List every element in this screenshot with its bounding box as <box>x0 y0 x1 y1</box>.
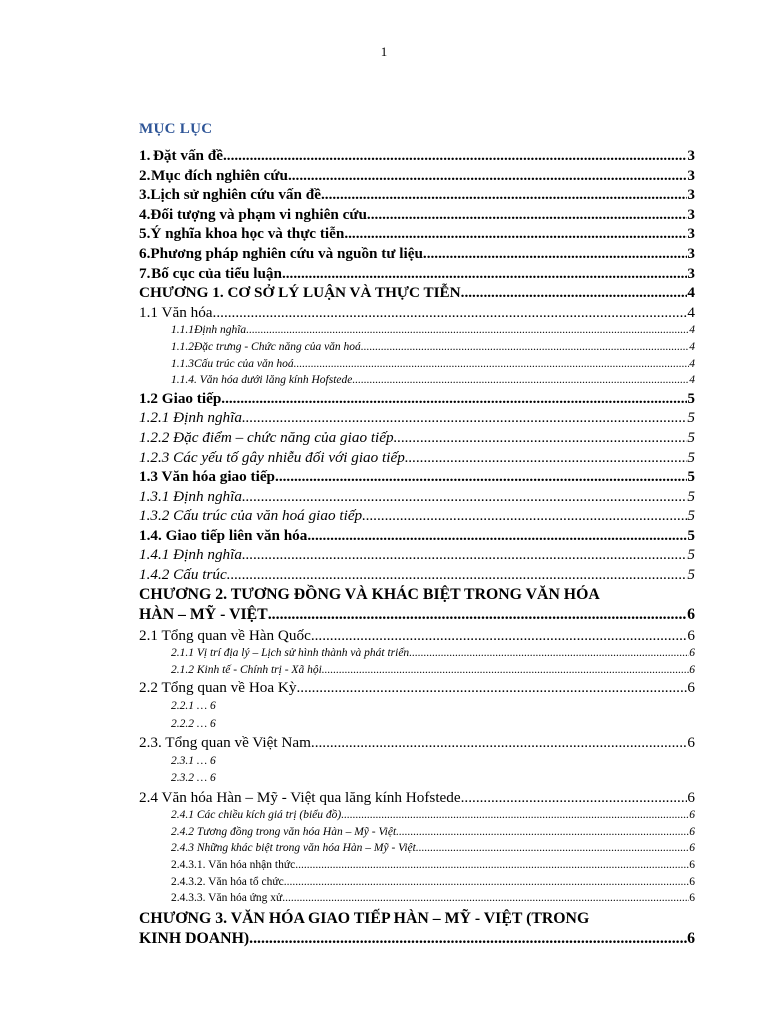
dot-leader <box>268 605 687 626</box>
toc-subsection[interactable] <box>139 322 695 339</box>
toc-entry-page: 4 <box>689 374 695 387</box>
toc-entry-number: 7. <box>139 264 151 282</box>
toc-subsection[interactable] <box>139 428 695 448</box>
toc-entry-label: HÀN – MỸ - VIỆT <box>139 606 268 624</box>
toc-entry-label: 2.4.2 Tương đồng trong văn hóa Hàn – Mỹ - Việt <box>171 825 397 838</box>
toc-entry-page: 6 <box>689 892 695 905</box>
toc-entry-page: 6 <box>687 606 695 624</box>
toc-entry-label: Định nghĩa <box>194 324 247 337</box>
toc-subsection[interactable] <box>139 565 695 585</box>
toc-subsection[interactable] <box>139 770 695 788</box>
toc-entry-page: 6 <box>209 717 216 730</box>
toc-subsection[interactable] <box>139 662 695 679</box>
toc-entry-page: 3 <box>687 166 695 184</box>
toc-entry-page: 5 <box>687 566 695 584</box>
toc-entry-page: 6 <box>687 930 695 948</box>
toc-entry-label: Mục đích nghiên cứu <box>150 166 288 184</box>
toc-entry-label: Lịch sử nghiên cứu vấn đề <box>150 186 321 204</box>
dot-leader <box>242 545 687 565</box>
toc-entry-page: 3 <box>687 205 695 223</box>
dot-leader <box>423 244 688 264</box>
toc-subsection[interactable] <box>139 857 695 874</box>
toc-entry-number: 1.1.3 <box>171 357 194 370</box>
toc-entry-page: 3 <box>687 244 695 262</box>
toc-entry-label: 1.4.1 Định nghĩa <box>139 546 242 564</box>
dot-leader <box>227 565 688 585</box>
toc-entry-label: 2.4.1 Các chiều kích giá trị (biểu đồ) <box>171 809 342 822</box>
toc-entry-page: 6 <box>689 875 695 888</box>
toc-entry-page: 3 <box>687 225 695 243</box>
dot-leader <box>311 626 688 646</box>
toc-entry-label: 2.3.1 … <box>171 754 208 767</box>
toc-section-2-2[interactable] <box>139 678 695 698</box>
toc-entry-label: CHƯƠNG 1. CƠ SỞ LÝ LUẬN VÀ THỰC TIỄN <box>139 284 461 302</box>
toc-entry[interactable] <box>139 264 695 284</box>
dot-leader <box>321 185 687 205</box>
dot-leader <box>394 428 688 448</box>
toc-entry-page: 3 <box>687 264 695 282</box>
toc-entry-page: 4 <box>689 357 695 370</box>
toc-entry-number: 1.1.2 <box>171 340 194 353</box>
toc-entry-page: 5 <box>687 448 695 466</box>
toc-entry-page: 3 <box>687 186 695 204</box>
toc-entry-label: 2.4.3.1. Văn hóa nhận thức <box>171 859 296 871</box>
toc-entry-label: 1.2.2 Đặc điểm – chức năng của giao tiếp <box>139 428 394 446</box>
toc-entry-label: Ý nghĩa khoa học và thực tiễn <box>150 225 345 243</box>
toc-entry-page: 5 <box>687 526 695 544</box>
toc-entry-page: 6 <box>689 825 695 838</box>
toc-subsection[interactable] <box>139 339 695 356</box>
toc-subsection[interactable] <box>139 874 695 891</box>
toc-chapter-2[interactable] <box>139 605 695 626</box>
toc-entry-page: 4 <box>687 303 695 321</box>
page-number: 1 <box>380 44 388 59</box>
toc-entry-number: 2. <box>139 166 151 184</box>
toc-subsection[interactable] <box>139 545 695 565</box>
toc-chapter-1[interactable] <box>139 283 695 303</box>
dot-leader <box>296 678 687 698</box>
toc-entry[interactable] <box>139 185 695 205</box>
toc-chapter-3-line1[interactable]: CHƯƠNG 3. VĂN HÓA GIAO TIẾP HÀN – MỸ - VIỆT (TRONG <box>139 909 590 927</box>
toc-entry-page: 4 <box>689 340 695 353</box>
toc-entry-label: 1.3.1 Định nghĩa <box>139 487 242 505</box>
toc-entry-label: 1.2 Giao tiếp <box>139 389 222 407</box>
toc-entry-page: 6 <box>687 734 695 752</box>
toc-entry-label: 2.4 Văn hóa Hàn – Mỹ - Việt qua lăng kính Hofstede <box>139 788 461 806</box>
toc-section-1-3[interactable] <box>139 467 695 487</box>
dot-leader <box>362 506 687 526</box>
toc-entry-label: Bố cục của tiểu luận <box>151 264 282 282</box>
toc-entry-number: 6. <box>139 244 151 262</box>
toc-entry-label: 2.2.2 … <box>171 717 208 730</box>
toc-entry-number: 1.1.1 <box>171 324 194 337</box>
toc-section-1-4[interactable] <box>139 526 695 546</box>
toc-entry-page: 6 <box>209 754 216 767</box>
dot-leader <box>367 205 687 225</box>
dot-leader <box>409 645 689 662</box>
toc-entry-label: 2.1 Tổng quan về Hàn Quốc <box>139 626 311 644</box>
toc-entry-label: Phương pháp nghiên cứu và nguồn tư liệu <box>150 244 423 262</box>
dot-leader <box>223 146 687 166</box>
toc-entry-label: 1.2.3 Các yếu tố gây nhiễu đối với giao tiếp <box>139 448 405 466</box>
dot-leader <box>311 733 688 753</box>
toc-section-2-1[interactable] <box>139 626 695 646</box>
toc-chapter-2-line1[interactable]: CHƯƠNG 2. TƯƠNG ĐỒNG VÀ KHÁC BIỆT TRONG VĂN HÓA <box>139 585 600 603</box>
toc-entry-page: 5 <box>687 409 695 427</box>
toc-entry-label: KINH DOANH) <box>139 930 250 948</box>
toc-entry-page: 5 <box>687 389 695 407</box>
toc-entry-label: 1.1 Văn hóa <box>139 303 213 321</box>
toc-entry-label: 1.2.1 Định nghĩa <box>139 409 242 427</box>
toc-entry-label: 2.1.2 Kinh tế - Chính trị - Xã hội <box>171 663 322 676</box>
dot-leader <box>294 356 690 373</box>
toc-entry[interactable] <box>139 205 695 225</box>
dot-leader <box>282 890 689 907</box>
toc-entry-label: 1.1.4. Văn hóa dưới lăng kính Hofstede <box>171 374 353 387</box>
toc-entry-page: 6 <box>689 809 695 822</box>
toc-entry-label: 1.3 Văn hóa giao tiếp <box>139 468 276 486</box>
toc-subsection[interactable] <box>139 487 695 507</box>
toc-subsection[interactable] <box>139 807 695 824</box>
toc-entry-number: 5. <box>139 225 151 243</box>
toc-entry-label: 2.1.1 Vị trí địa lý – Lịch sử hình thành và phát triển <box>171 647 410 660</box>
dot-leader <box>405 448 688 468</box>
toc-entry-page: 6 <box>209 772 216 785</box>
toc-entry-page: 5 <box>687 546 695 564</box>
toc-subsection[interactable] <box>139 698 695 716</box>
toc-entry-label: Đặc trưng - Chức năng của văn hoá <box>194 340 361 353</box>
toc-chapter-3[interactable] <box>139 929 695 950</box>
toc-entry-page: 5 <box>687 468 695 486</box>
toc-entry-page: 6 <box>209 700 216 713</box>
toc-subsection[interactable] <box>139 890 695 907</box>
toc-subsection[interactable] <box>139 645 695 662</box>
dot-leader <box>396 824 689 841</box>
toc-subsection[interactable] <box>139 753 695 771</box>
toc-entry[interactable] <box>139 146 695 166</box>
toc-entry-page: 5 <box>687 487 695 505</box>
table-of-contents <box>139 146 695 950</box>
toc-entry-page: 6 <box>687 788 695 806</box>
dot-leader <box>284 874 690 891</box>
toc-entry-page: 6 <box>689 647 695 660</box>
toc-entry-number: 4. <box>139 205 151 223</box>
dot-leader <box>352 372 689 389</box>
dot-leader <box>341 807 689 824</box>
dot-leader <box>282 264 687 284</box>
dot-leader <box>275 467 687 487</box>
toc-subsection[interactable] <box>139 408 695 428</box>
toc-entry-page: 5 <box>687 428 695 446</box>
dot-leader <box>249 929 687 950</box>
dot-leader <box>246 322 689 339</box>
toc-entry-label: Đối tượng và phạm vi nghiên cứu <box>150 205 367 223</box>
toc-subsection[interactable] <box>139 448 695 468</box>
dot-leader <box>361 339 689 356</box>
toc-entry-page: 6 <box>689 842 695 855</box>
toc-section-2-4[interactable] <box>139 788 695 808</box>
toc-entry-label: 1.4. Giao tiếp liên văn hóa <box>139 526 308 544</box>
dot-leader <box>242 487 687 507</box>
toc-subsection[interactable] <box>139 716 695 734</box>
dot-leader <box>221 389 687 409</box>
toc-entry-label: 2.2.1 … <box>171 700 208 713</box>
toc-entry-number: 3. <box>139 186 151 204</box>
toc-entry-label: 1.4.2 Cấu trúc <box>139 566 227 584</box>
toc-subsection[interactable] <box>139 356 695 373</box>
toc-entry-label: 2.3.2 … <box>171 772 208 785</box>
dot-leader <box>213 303 688 323</box>
toc-entry[interactable] <box>139 224 695 244</box>
toc-entry-label: 2.4.3 Những khác biệt trong văn hóa Hàn – Mỹ - Việt <box>171 842 416 855</box>
dot-leader <box>416 840 689 857</box>
toc-entry-label: 2.3. Tổng quan về Việt Nam <box>139 734 311 752</box>
toc-entry-label: Đặt vấn đề <box>152 147 223 164</box>
toc-entry-page: 5 <box>687 507 695 525</box>
toc-entry-page: 4 <box>689 324 695 337</box>
toc-entry-label: 1.3.2 Cấu trúc của văn hoá giao tiếp <box>139 507 363 525</box>
toc-entry-label: 2.2 Tổng quan về Hoa Kỳ <box>139 679 297 697</box>
toc-entry-label: 2.4.3.2. Văn hóa tổ chức <box>171 875 284 888</box>
toc-entry[interactable] <box>139 166 695 186</box>
dot-leader <box>461 283 688 303</box>
toc-entry-page: 6 <box>687 626 695 644</box>
dot-leader <box>461 788 688 808</box>
toc-entry-label: 2.4.3.3. Văn hóa ứng xử <box>171 892 283 905</box>
toc-section-1-1[interactable] <box>139 303 695 323</box>
toc-entry-number: 1. <box>139 147 151 164</box>
dot-leader <box>288 166 687 186</box>
toc-subsection[interactable] <box>139 840 695 857</box>
toc-entry-page: 6 <box>687 679 695 697</box>
toc-entry[interactable] <box>139 244 695 264</box>
toc-section-2-3[interactable] <box>139 733 695 753</box>
dot-leader <box>295 857 689 874</box>
dot-leader <box>344 224 687 244</box>
toc-title: MỤC LỤC <box>139 121 213 137</box>
dot-leader <box>307 526 687 546</box>
dot-leader <box>242 408 687 428</box>
toc-entry-page: 3 <box>687 147 695 164</box>
toc-entry-page: 6 <box>689 859 695 871</box>
dot-leader <box>322 662 689 679</box>
toc-entry-label: Cấu trúc của văn hoá <box>194 357 294 370</box>
toc-subsection[interactable] <box>139 372 695 389</box>
toc-entry-page: 6 <box>689 663 695 676</box>
toc-section-1-2[interactable] <box>139 389 695 409</box>
toc-subsection[interactable] <box>139 824 695 841</box>
toc-entry-page: 4 <box>687 284 695 302</box>
toc-subsection[interactable] <box>139 506 695 526</box>
